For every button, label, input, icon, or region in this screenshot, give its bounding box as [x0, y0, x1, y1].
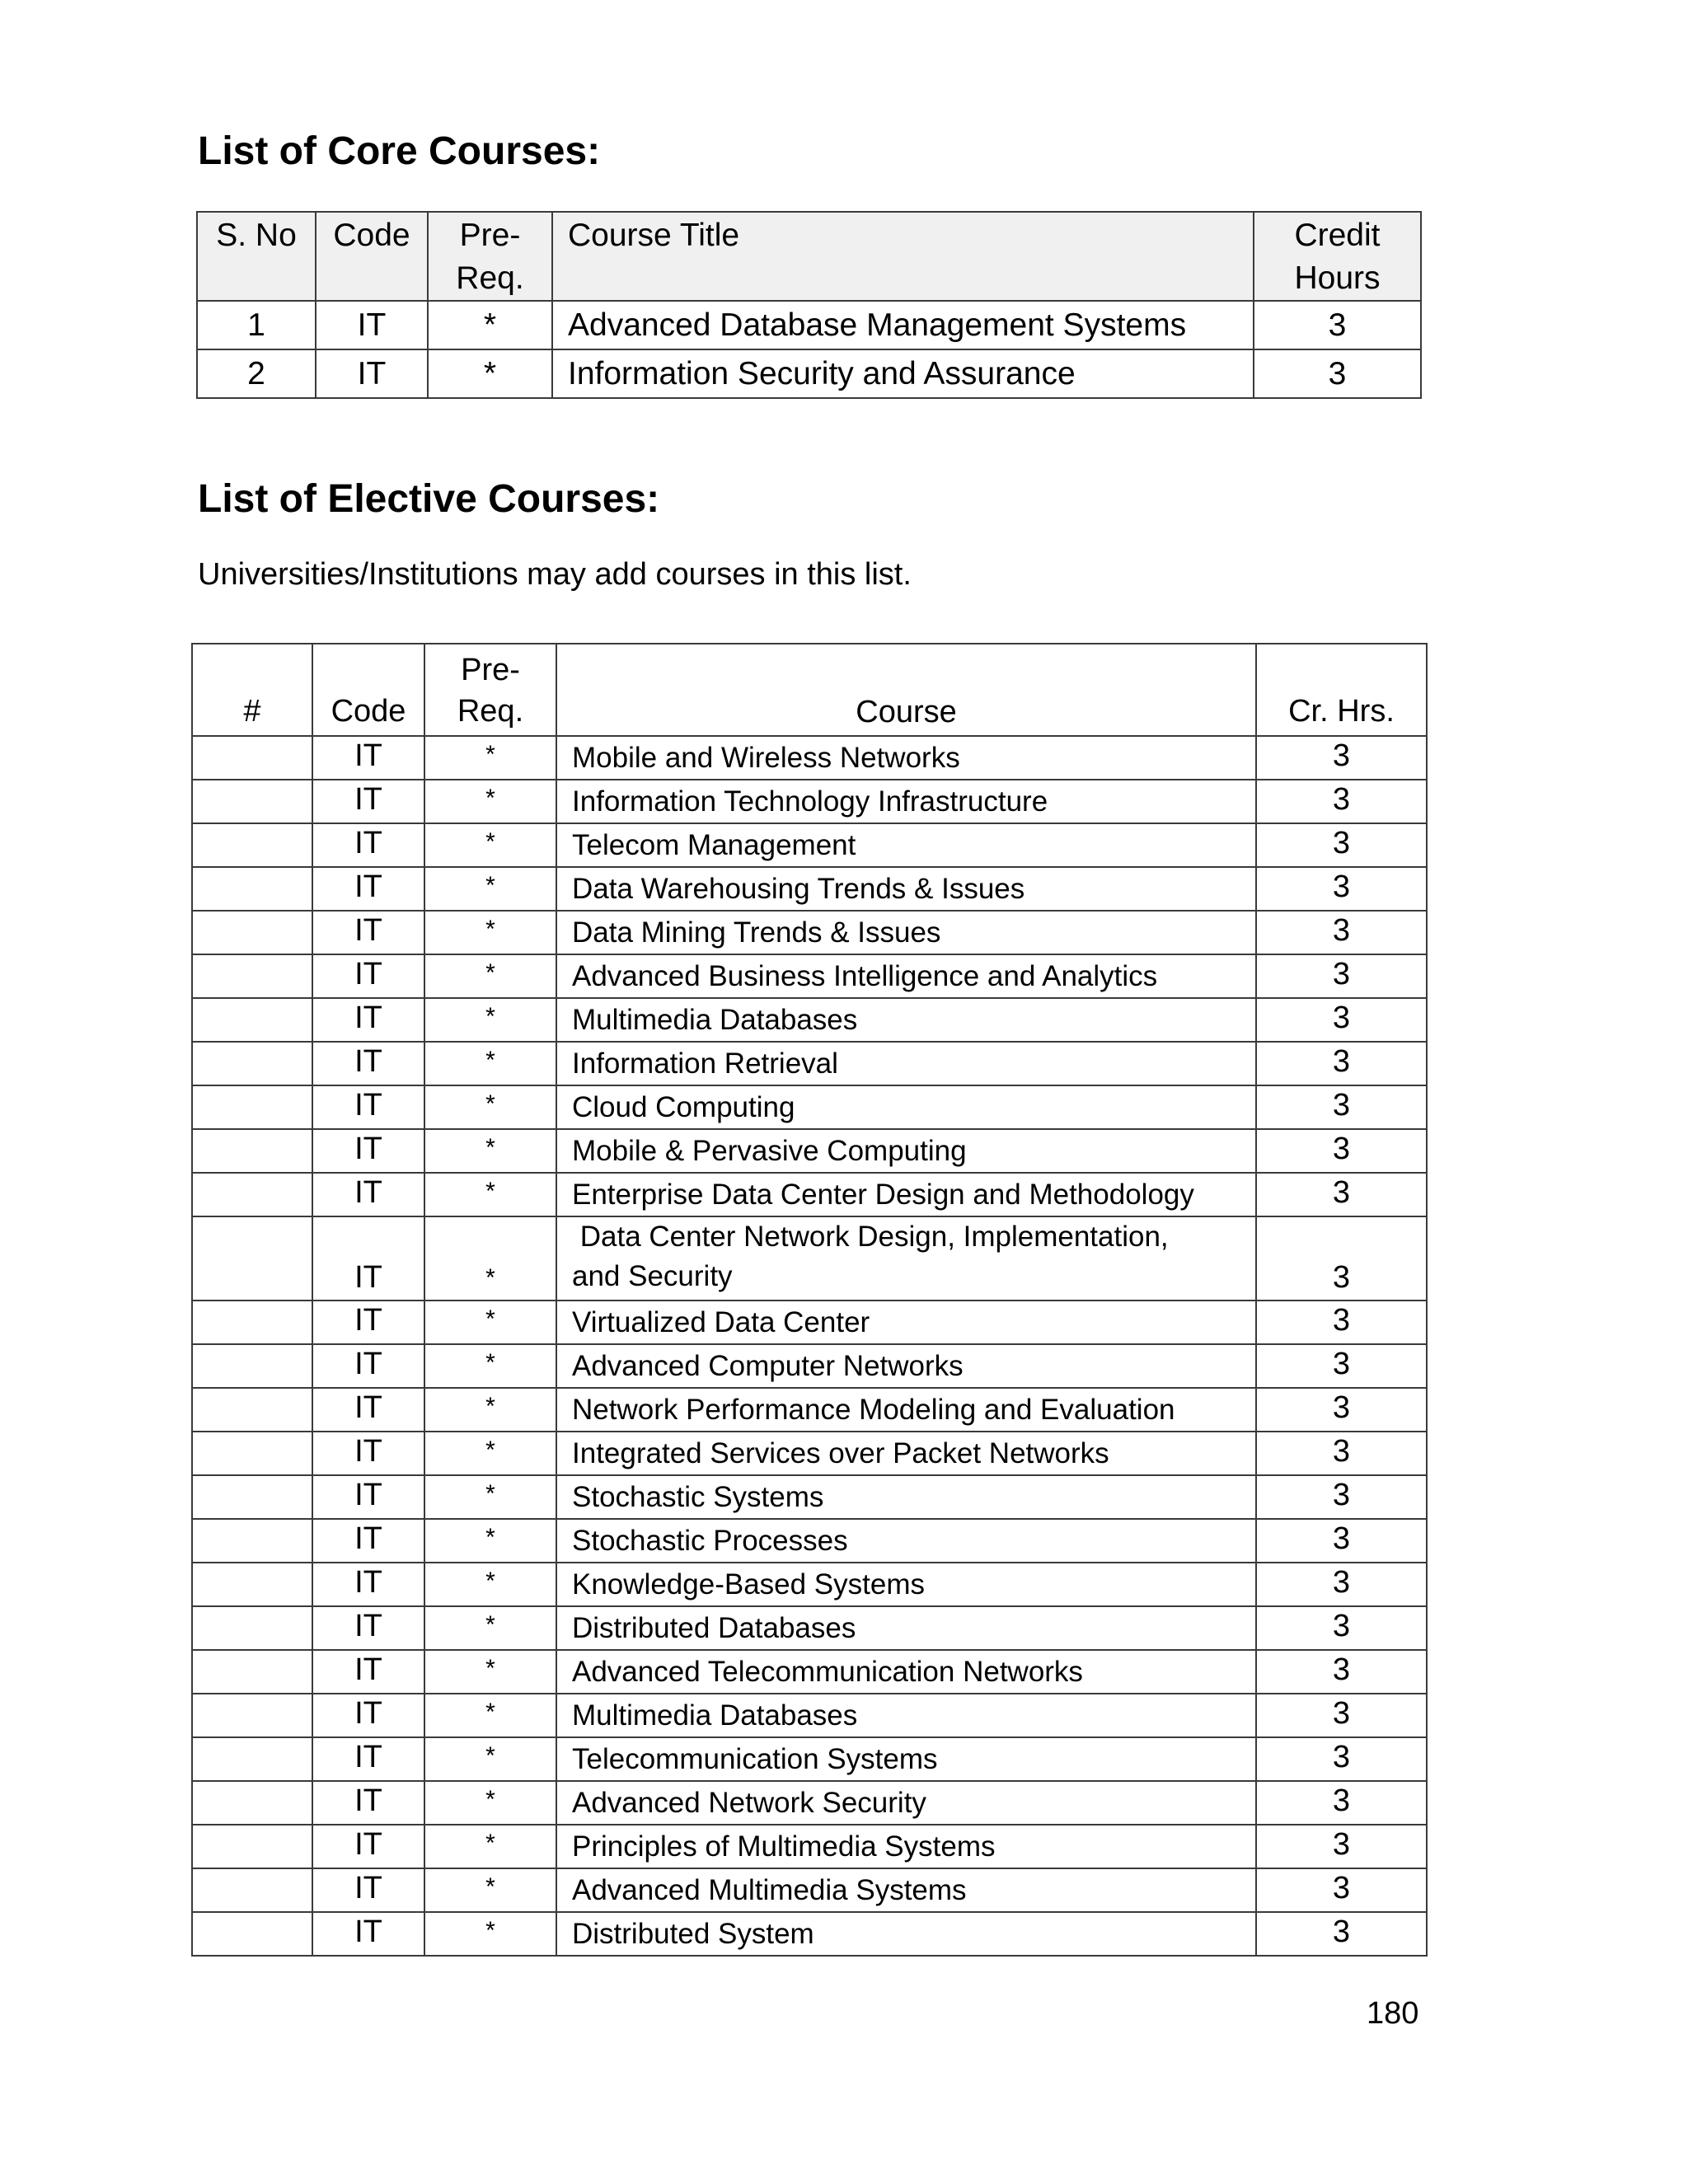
elective-credit-cell: 3 [1256, 823, 1427, 867]
elective-prereq-cell: * [424, 1694, 556, 1737]
elective-prereq-cell: * [424, 1781, 556, 1825]
elective-code-cell: IT [312, 1301, 424, 1344]
elective-prereq-cell: * [424, 1042, 556, 1085]
elective-code-cell: IT [312, 1388, 424, 1432]
table-row [192, 1129, 1427, 1173]
elective-num-cell [192, 1475, 312, 1519]
core-courses-heading: List of Core Courses: [198, 129, 601, 173]
elective-note: Universities/Institutions may add courses in this list. [198, 557, 912, 592]
elective-course-cell: Advanced Multimedia Systems [556, 1868, 1256, 1912]
elective-prereq-cell: * [424, 867, 556, 911]
elective-num-cell [192, 911, 312, 954]
elective-prereq-cell: * [424, 780, 556, 823]
elective-course-cell: Enterprise Data Center Design and Methodology [556, 1173, 1256, 1216]
elective-code-cell: IT [312, 1519, 424, 1563]
table-row [192, 1606, 1427, 1650]
elective-header-prereq [424, 644, 556, 736]
core-header-row [197, 212, 1421, 301]
elective-prereq-cell: * [424, 1085, 556, 1129]
elective-code-cell: IT [312, 1173, 424, 1216]
elective-course-cell: Telecommunication Systems [556, 1737, 1256, 1781]
elective-code-cell: IT [312, 1650, 424, 1694]
elective-code-cell: IT [312, 823, 424, 867]
elective-code-cell: IT [312, 954, 424, 998]
elective-credit-cell: 3 [1256, 1301, 1427, 1344]
elective-prereq-cell: * [424, 1737, 556, 1781]
elective-prereq-cell: * [424, 911, 556, 954]
elective-code-cell: IT [312, 1563, 424, 1606]
elective-course-cell: Mobile & Pervasive Computing [556, 1129, 1256, 1173]
core-title-cell: Advanced Database Management Systems [552, 301, 1254, 349]
elective-credit-cell: 3 [1256, 1606, 1427, 1650]
core-code-cell: IT [316, 301, 428, 349]
table-row [192, 1868, 1427, 1912]
core-header-prereq [428, 212, 552, 301]
elective-credit-cell: 3 [1256, 1868, 1427, 1912]
elective-prereq-cell: * [424, 1388, 556, 1432]
core-header-title: Course Title [552, 212, 1254, 301]
elective-code-cell: IT [312, 998, 424, 1042]
elective-credit-cell: 3 [1256, 867, 1427, 911]
core-courses-table [196, 211, 1422, 399]
table-row [192, 1085, 1427, 1129]
elective-credit-cell: 3 [1256, 998, 1427, 1042]
elective-code-cell: IT [312, 780, 424, 823]
table-row [192, 1694, 1427, 1737]
elective-course-cell: Stochastic Processes [556, 1519, 1256, 1563]
elective-credit-cell: 3 [1256, 1737, 1427, 1781]
elective-course-line1: Data Center Network Design, Implementation, [572, 1221, 1169, 1253]
table-row [192, 1216, 1427, 1301]
elective-credit-cell: 3 [1256, 1173, 1427, 1216]
elective-course-cell: Advanced Network Security [556, 1781, 1256, 1825]
elective-courses-heading: List of Elective Courses: [198, 477, 660, 521]
core-credit-cell: 3 [1254, 301, 1421, 349]
elective-prereq-cell: * [424, 1344, 556, 1388]
elective-course-cell: Information Technology Infrastructure [556, 780, 1256, 823]
core-credit-cell: 3 [1254, 349, 1421, 398]
elective-course-cell: Advanced Computer Networks [556, 1344, 1256, 1388]
elective-num-cell [192, 823, 312, 867]
table-row [192, 1475, 1427, 1519]
elective-header-credits: Cr. Hrs. [1256, 644, 1427, 736]
elective-prereq-cell: * [424, 1868, 556, 1912]
elective-prereq-cell: * [424, 736, 556, 780]
elective-num-cell [192, 1344, 312, 1388]
elective-code-cell: IT [312, 1129, 424, 1173]
elective-num-cell [192, 1868, 312, 1912]
elective-course-cell: Distributed Databases [556, 1606, 1256, 1650]
elective-credit-cell: 3 [1256, 911, 1427, 954]
elective-num-cell [192, 1650, 312, 1694]
elective-code-cell: IT [312, 867, 424, 911]
elective-code-cell: IT [312, 1042, 424, 1085]
table-row [192, 1042, 1427, 1085]
elective-credit-cell: 3 [1256, 780, 1427, 823]
elective-prereq-cell: * [424, 823, 556, 867]
core-title-cell: Information Security and Assurance [552, 349, 1254, 398]
table-row [192, 954, 1427, 998]
elective-prereq-cell: * [424, 1650, 556, 1694]
table-row [192, 1432, 1427, 1475]
elective-num-cell [192, 1781, 312, 1825]
elective-course-cell: Integrated Services over Packet Networks [556, 1432, 1256, 1475]
elective-course-cell: Data Mining Trends & Issues [556, 911, 1256, 954]
elective-course-cell: Information Retrieval [556, 1042, 1256, 1085]
elective-header-course: Course [556, 644, 1256, 736]
elective-header-prereq-line1: Pre- [461, 653, 520, 687]
table-row [192, 1825, 1427, 1868]
core-header-credit-line2: Hours [1294, 260, 1381, 296]
elective-code-cell: IT [312, 1085, 424, 1129]
elective-code-cell: IT [312, 1737, 424, 1781]
core-prereq-cell: * [428, 301, 552, 349]
table-row [192, 1563, 1427, 1606]
elective-credit-cell: 3 [1256, 1563, 1427, 1606]
elective-prereq-cell: * [424, 1129, 556, 1173]
elective-prereq-cell: * [424, 1432, 556, 1475]
elective-course-cell: Mobile and Wireless Networks [556, 736, 1256, 780]
elective-num-cell [192, 1216, 312, 1301]
elective-num-cell [192, 1129, 312, 1173]
elective-code-cell: IT [312, 911, 424, 954]
elective-course-cell: Knowledge-Based Systems [556, 1563, 1256, 1606]
core-header-code: Code [316, 212, 428, 301]
elective-header-prereq-line2: Req. [457, 694, 524, 729]
table-row [192, 1301, 1427, 1344]
elective-course-cell: Advanced Business Intelligence and Analytics [556, 954, 1256, 998]
page-number: 180 [1367, 1996, 1419, 2031]
elective-credit-cell: 3 [1256, 1129, 1427, 1173]
elective-credit-cell: 3 [1256, 1694, 1427, 1737]
elective-course-cell: Network Performance Modeling and Evaluation [556, 1388, 1256, 1432]
table-row [192, 911, 1427, 954]
elective-credit-cell: 3 [1256, 1650, 1427, 1694]
core-sno-cell: 2 [197, 349, 316, 398]
core-code-cell: IT [316, 349, 428, 398]
table-row [192, 1912, 1427, 1956]
table-row [192, 780, 1427, 823]
core-header-credit-line1: Credit [1294, 218, 1381, 253]
elective-course-cell: Multimedia Databases [556, 998, 1256, 1042]
elective-credit-cell: 3 [1256, 1085, 1427, 1129]
elective-num-cell [192, 1825, 312, 1868]
elective-course-cell: Multimedia Databases [556, 1694, 1256, 1737]
table-row [192, 867, 1427, 911]
elective-code-cell: IT [312, 1868, 424, 1912]
elective-credit-cell: 3 [1256, 1519, 1427, 1563]
elective-num-cell [192, 1912, 312, 1956]
core-sno-cell: 1 [197, 301, 316, 349]
elective-prereq-cell: * [424, 1563, 556, 1606]
elective-num-cell [192, 1042, 312, 1085]
table-row [192, 1781, 1427, 1825]
elective-prereq-cell: * [424, 1475, 556, 1519]
elective-code-cell: IT [312, 1825, 424, 1868]
elective-credit-cell: 3 [1256, 1432, 1427, 1475]
elective-credit-cell: 3 [1256, 1781, 1427, 1825]
elective-prereq-cell: * [424, 1912, 556, 1956]
elective-course-cell: Stochastic Systems [556, 1475, 1256, 1519]
elective-num-cell [192, 1388, 312, 1432]
table-row [192, 1173, 1427, 1216]
table-row [197, 301, 1421, 349]
elective-code-cell: IT [312, 736, 424, 780]
elective-prereq-cell: * [424, 998, 556, 1042]
elective-num-cell [192, 1694, 312, 1737]
elective-course-cell: Virtualized Data Center [556, 1301, 1256, 1344]
elective-code-cell: IT [312, 1344, 424, 1388]
elective-code-cell: IT [312, 1432, 424, 1475]
table-row [192, 1519, 1427, 1563]
elective-header-row [192, 644, 1427, 736]
elective-prereq-cell: * [424, 1519, 556, 1563]
elective-code-cell: IT [312, 1475, 424, 1519]
core-header-prereq-line1: Pre- [459, 218, 521, 253]
elective-num-cell [192, 736, 312, 780]
elective-course-cell [556, 1216, 1256, 1301]
elective-num-cell [192, 1173, 312, 1216]
elective-prereq-cell: * [424, 1301, 556, 1344]
elective-prereq-cell: * [424, 1825, 556, 1868]
core-header-prereq-line2: Req. [456, 260, 524, 296]
elective-prereq-cell: * [424, 1173, 556, 1216]
elective-credit-cell: 3 [1256, 1388, 1427, 1432]
elective-num-cell [192, 780, 312, 823]
elective-course-line2: and Security [572, 1260, 733, 1292]
elective-courses-table [191, 643, 1428, 1957]
elective-num-cell [192, 1606, 312, 1650]
elective-num-cell [192, 1301, 312, 1344]
elective-header-code: Code [312, 644, 424, 736]
table-row [192, 1650, 1427, 1694]
elective-course-cell: Distributed System [556, 1912, 1256, 1956]
elective-header-num: # [192, 644, 312, 736]
table-row [192, 1737, 1427, 1781]
elective-prereq-cell: * [424, 1606, 556, 1650]
elective-credit-cell: 3 [1256, 1042, 1427, 1085]
elective-course-cell: Data Warehousing Trends & Issues [556, 867, 1256, 911]
table-row [192, 1344, 1427, 1388]
elective-prereq-cell: * [424, 1216, 556, 1301]
elective-num-cell [192, 867, 312, 911]
elective-course-cell: Telecom Management [556, 823, 1256, 867]
elective-course-cell: Cloud Computing [556, 1085, 1256, 1129]
elective-credit-cell: 3 [1256, 736, 1427, 780]
core-header-sno: S. No [197, 212, 316, 301]
elective-code-cell: IT [312, 1694, 424, 1737]
elective-code-cell: IT [312, 1912, 424, 1956]
elective-num-cell [192, 954, 312, 998]
elective-code-cell: IT [312, 1216, 424, 1301]
elective-credit-cell: 3 [1256, 1475, 1427, 1519]
elective-num-cell [192, 1737, 312, 1781]
table-row [192, 823, 1427, 867]
table-row [192, 1388, 1427, 1432]
elective-code-cell: IT [312, 1781, 424, 1825]
table-row [192, 736, 1427, 780]
elective-course-cell: Advanced Telecommunication Networks [556, 1650, 1256, 1694]
elective-num-cell [192, 1432, 312, 1475]
elective-code-cell: IT [312, 1606, 424, 1650]
elective-num-cell [192, 1085, 312, 1129]
elective-credit-cell: 3 [1256, 954, 1427, 998]
elective-num-cell [192, 1519, 312, 1563]
core-prereq-cell: * [428, 349, 552, 398]
elective-credit-cell: 3 [1256, 1344, 1427, 1388]
elective-credit-cell: 3 [1256, 1912, 1427, 1956]
elective-prereq-cell: * [424, 954, 556, 998]
elective-course-cell: Principles of Multimedia Systems [556, 1825, 1256, 1868]
elective-credit-cell: 3 [1256, 1216, 1427, 1301]
table-row [197, 349, 1421, 398]
elective-num-cell [192, 1563, 312, 1606]
elective-credit-cell: 3 [1256, 1825, 1427, 1868]
elective-num-cell [192, 998, 312, 1042]
table-row [192, 998, 1427, 1042]
core-header-credit [1254, 212, 1421, 301]
